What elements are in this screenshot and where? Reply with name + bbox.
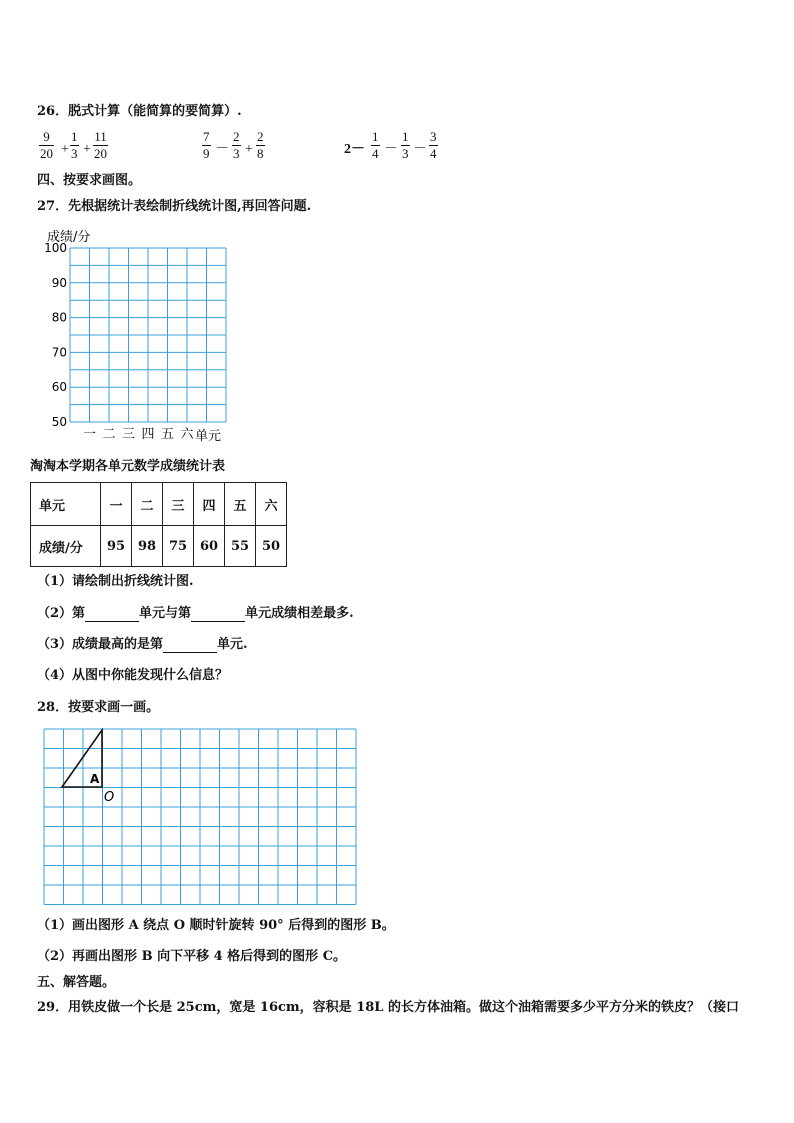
table-row — [31, 526, 287, 567]
score-cell: 50 — [256, 526, 287, 567]
fraction: 3 4 — [430, 129, 437, 161]
q27-sub4: （4）从图中你能发现什么信息？ — [37, 668, 229, 683]
unit-cell: 五 — [225, 483, 256, 526]
x-tick-label: 二 — [102, 427, 116, 442]
leading-term: 2－ — [344, 142, 365, 157]
y-tick-label: 60 — [51, 380, 67, 395]
plus-sign: + — [83, 142, 91, 157]
grid-lines — [44, 729, 356, 905]
drawing-grid[interactable] — [40, 725, 362, 907]
plus-sign: + — [61, 142, 69, 157]
shape-label-a: A — [90, 772, 100, 786]
unit-cell: 一 — [101, 483, 132, 526]
y-tick-label: 90 — [51, 275, 67, 290]
x-tick-label: 六 — [180, 427, 194, 442]
y-tick-label: 50 — [51, 415, 67, 429]
section-heading-4: 四、按要求画图。 — [37, 173, 142, 188]
q29-text: 29．用铁皮做一个长是 25cm，宽是 16cm，容积是 18L 的长方体油箱。做这个油箱需要多少平方分米的铁皮？（接口 — [37, 1000, 739, 1015]
fraction: 1 3 — [71, 129, 78, 161]
x-tick-label: 五 — [160, 427, 175, 442]
q27-title: 27．先根据统计表绘制折线统计图,再回答问题. — [37, 199, 312, 214]
y-tick-label: 100 — [44, 241, 67, 255]
x-tick-labels — [83, 427, 195, 442]
fraction: 1 3 — [402, 129, 409, 161]
score-cell: 75 — [163, 526, 194, 567]
score-cell: 95 — [101, 526, 132, 567]
chart-ylabel: 成绩/分 — [47, 230, 91, 245]
y-tick-label: 70 — [51, 345, 67, 360]
score-table — [30, 482, 287, 567]
q28-sub1: （1）画出图形 A 绕点 O 顺时针旋转 90° 后得到的图形 B。 — [37, 918, 395, 933]
unit-cell: 三 — [163, 483, 194, 526]
y-tick-label: 80 — [51, 310, 67, 325]
x-tick-label: 一 — [82, 427, 97, 442]
score-cell: 55 — [225, 526, 256, 567]
fraction: 7 9 — [203, 129, 210, 161]
q28-title: 28．按要求画一画。 — [37, 700, 160, 715]
line-chart-grid[interactable] — [30, 222, 230, 447]
q27-sub1: （1）请绘制出折线统计图. — [37, 574, 194, 589]
answer-blank[interactable] — [191, 608, 245, 622]
fraction: 11 20 — [94, 129, 107, 161]
fraction: 2 3 — [233, 129, 240, 161]
unit-cell: 六 — [256, 483, 287, 526]
plus-sign: + — [245, 142, 253, 157]
score-cell: 60 — [194, 526, 225, 567]
section-heading-5: 五、解答题。 — [37, 975, 116, 990]
chart-xlabel: 单元 — [195, 429, 222, 444]
q26-title: 26．脱式计算（能简算的要简算）. — [37, 104, 242, 119]
fraction: 9 20 — [40, 129, 53, 161]
minus-sign: － — [215, 142, 229, 157]
q28-sub2: （2）再画出图形 B 向下平移 4 格后得到的图形 C。 — [37, 949, 347, 964]
fraction: 1 4 — [372, 129, 379, 161]
score-cell: 98 — [132, 526, 163, 567]
fraction: 2 8 — [257, 129, 264, 161]
q27-sub3: （3）成绩最高的是第 单元. — [37, 637, 248, 652]
answer-blank[interactable] — [85, 608, 139, 622]
table-title: 淘淘本学期各单元数学成绩统计表 — [30, 459, 226, 474]
y-tick-labels — [44, 241, 67, 429]
x-tick-label: 三 — [121, 427, 136, 442]
grid-lines — [70, 248, 226, 422]
minus-sign: － — [384, 142, 398, 157]
point-label-o: O — [104, 790, 115, 805]
row-header-score: 成绩/分 — [31, 526, 101, 567]
row-header-unit: 单元 — [31, 483, 101, 526]
table-row — [31, 483, 287, 526]
unit-cell: 二 — [132, 483, 163, 526]
unit-cell: 四 — [194, 483, 225, 526]
x-tick-label: 四 — [141, 427, 155, 442]
q27-sub2: （2）第 单元与第 单元成绩相差最多. — [37, 606, 354, 621]
minus-sign: － — [413, 142, 427, 157]
answer-blank[interactable] — [163, 639, 217, 653]
